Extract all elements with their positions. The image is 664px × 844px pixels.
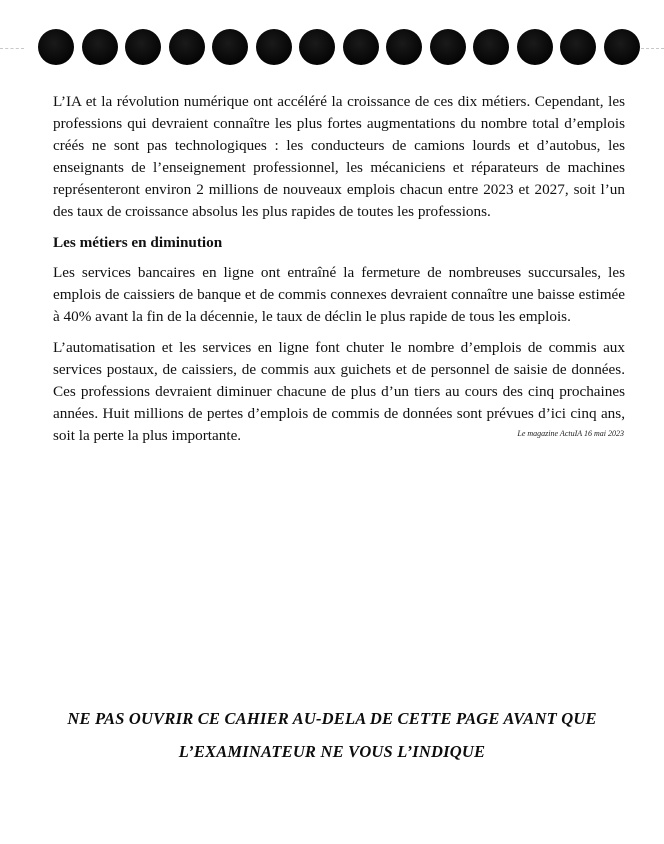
binding-hole [299, 29, 335, 65]
binding-hole [560, 29, 596, 65]
perforation-guide-right [636, 48, 664, 49]
paragraph-automation: L’automatisation et les services en ligne font chuter le nombre d’emplois de commis aux services postaux, de caissiers, de commis aux guichets et de personnel de saisie de données. Ces professions devraient diminuer chacune de plus d’un tiers au cours des cinq prochaines années. Huit millions de pertes d’emplois de commis de données sont prévues d’ici cinq ans, soit la perte la plus importante. [53, 339, 625, 444]
binding-hole [212, 29, 248, 65]
binding-hole [430, 29, 466, 65]
binding-hole [386, 29, 422, 65]
source-citation: Le magazine ActuIA 16 mai 2023 [517, 429, 624, 438]
perforation-guide-left [0, 48, 24, 49]
binding-hole [343, 29, 379, 65]
binding-hole [517, 29, 553, 65]
paragraph-growth: L’IA et la révolution numérique ont accéléré la croissance de ces dix métiers. Cependant, les professions qui devraient connaître les plus fortes augmentations du nombre total d’emplois créés ne sont pas technologiques : les conducteurs de camions lourds et d’autobus, les enseignants de l’enseignement professionnel, les mécaniciens et réparateurs de machines représenteront environ 2 millions de nouveaux emplois chacun entre 2023 et 2027, soit l’un des taux de croissance absolus les plus rapides de toutes les professions. [53, 93, 625, 220]
document-body [53, 91, 625, 447]
binding-hole [38, 29, 74, 65]
paragraph-banking: Les services bancaires en ligne ont entraîné la fermeture de nombreuses succursales, les emplois de caissiers de banque et de commis connexes devraient connaître une baisse estimée à 40% avant la fin de la décennie, le taux de déclin le plus rapide de tous les emplois. [53, 264, 625, 325]
binding-hole [473, 29, 509, 65]
warning-line-2: L’EXAMINATEUR NE VOUS L’INDIQUE [178, 742, 486, 761]
section-heading: Les métiers en diminution [53, 234, 223, 251]
binding-hole [82, 29, 118, 65]
warning-line-1: NE PAS OUVRIR CE CAHIER AU-DELA DE CETTE PAGE AVANT QUE [67, 709, 597, 728]
binding-hole [256, 29, 292, 65]
binding-hole [169, 29, 205, 65]
binding-holes [38, 29, 638, 67]
exam-warning [0, 702, 664, 768]
binding-hole [125, 29, 161, 65]
binding-hole [604, 29, 640, 65]
